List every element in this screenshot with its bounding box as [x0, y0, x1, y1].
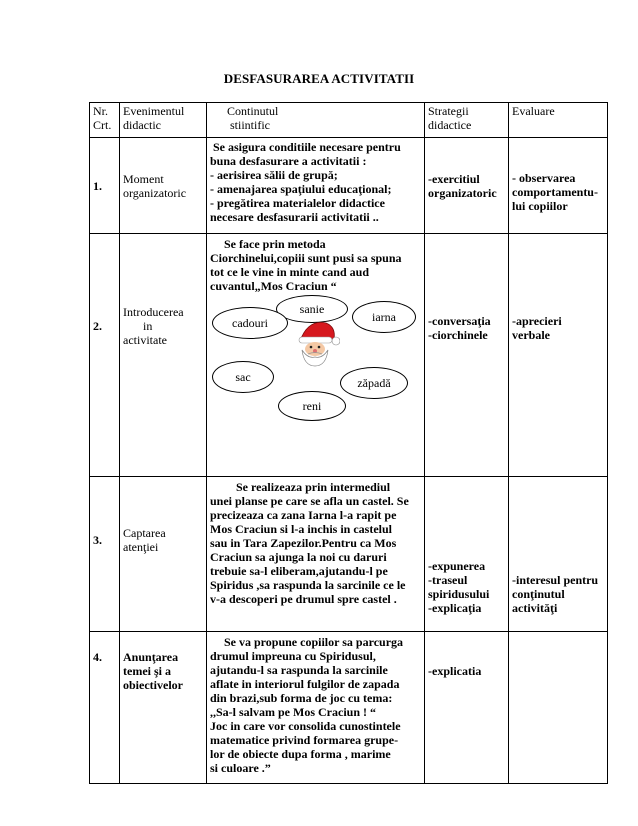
row-number: 3. [90, 477, 120, 632]
continut-line: drumul impreuna cu Spiridusul, [210, 649, 376, 663]
continut-line: Se va propune copiilor sa parcurga [224, 635, 404, 649]
strategii-line: -conversaţia [428, 313, 491, 328]
header-eveniment [120, 103, 207, 138]
row-number: 4. [90, 632, 120, 784]
eveniment-line: atenţiei [123, 539, 159, 554]
row-continut [207, 477, 425, 632]
continut-line: - amenajarea spaţiului educaţional; [210, 182, 392, 196]
row-evaluare [509, 632, 608, 784]
evaluare-line: comportamentu- [512, 185, 598, 199]
evaluare-line: activităţi [512, 601, 558, 615]
header-nr-line: Nr. [93, 104, 108, 118]
header-nr [90, 103, 120, 138]
evaluare-line: conţinutul [512, 587, 565, 601]
continut-line: ,,Sa-l salvam pe Mos Craciun ! “ [210, 705, 376, 719]
row-evaluare [509, 477, 608, 632]
header-nr-line: Crt. [93, 118, 112, 132]
strategii-line: spiridusului [428, 587, 490, 601]
evaluare-line: - observarea [512, 171, 576, 185]
row-evaluare [509, 138, 608, 234]
continut-line: aflate in interiorul fulgilor de zapada [210, 677, 400, 691]
header-evaluare [509, 103, 608, 138]
row-continut [207, 632, 425, 784]
table-row [90, 234, 608, 477]
header-strategii-line: didactice [428, 118, 472, 132]
continut-line: - pregătirea materialelor didactice [210, 196, 385, 210]
ciorchine-diagram [210, 295, 416, 475]
row-evaluare [509, 234, 608, 477]
strategii-line: -explicatia [428, 664, 482, 678]
evaluare-line: verbale [512, 327, 550, 342]
continut-line: Craciun sa ajunga la noi cu daruri [210, 550, 387, 564]
continut-line: cuvantul„Mos Craciun “ [210, 279, 337, 293]
strategii-line: -expunerea [428, 559, 486, 573]
row-eveniment [120, 632, 207, 784]
word-oval-sanie: sanie [276, 295, 348, 323]
word-oval-zapada: zăpadă [340, 367, 408, 399]
eveniment-line: activitate [123, 332, 167, 347]
document-title: DESFASURAREA ACTIVITATII [223, 71, 415, 86]
header-strategii-line: Strategii [428, 104, 469, 118]
row-strategii [425, 477, 509, 632]
header-eveniment-line: Evenimentul [123, 104, 185, 118]
row-eveniment [120, 234, 207, 477]
continut-line: Se asigura conditiile necesare pentru [213, 140, 401, 154]
eveniment-line: Introducerea [123, 304, 184, 319]
continut-line: lor de obiecte dupa forma , marime [210, 747, 391, 761]
table-row [90, 632, 608, 784]
continut-line: si culoare .” [210, 761, 271, 775]
eveniment-line: temei şi a [123, 664, 171, 678]
table-row [90, 138, 608, 234]
row-strategii [425, 632, 509, 784]
strategii-line: -traseul [428, 573, 468, 587]
header-eveniment-line: didactic [123, 118, 161, 132]
header-continut [207, 103, 425, 138]
continut-line: v-a descoperi pe drumul spre castel . [210, 592, 397, 606]
strategii-line: -ciorchinele [428, 327, 488, 342]
header-strategii [425, 103, 509, 138]
word-oval-cadouri: cadouri [212, 307, 288, 339]
header-evaluare-line: Evaluare [512, 104, 555, 118]
santa-claus-icon [294, 317, 340, 367]
continut-line: ajutandu-l sa raspunda la sarcinile [210, 663, 388, 677]
row-eveniment [120, 138, 207, 234]
eveniment-line: Moment [123, 171, 164, 186]
continut-line: sau in Tara Zapezilor.Pentru ca Mos [210, 536, 397, 550]
continut-line: Se realizeaza prin intermediul [236, 480, 391, 494]
strategii-line: organizatoric [428, 185, 497, 200]
continut-line: matematice privind formarea grupe- [210, 733, 399, 747]
row-strategii [425, 234, 509, 477]
strategii-line: -explicaţia [428, 601, 482, 615]
continut-line: trebuie sa-l eliberam,ajutandu-l pe [210, 564, 388, 578]
activity-table [89, 102, 608, 784]
continut-line: - aerisirea sălii de grupă; [210, 168, 338, 182]
row-continut [207, 138, 425, 234]
continut-line: Se face prin metoda [224, 237, 326, 251]
row-continut [207, 234, 425, 477]
row-number: 1. [90, 138, 120, 234]
row-strategii [425, 138, 509, 234]
continut-line: Ciorchinelui,copiii sunt pusi sa spuna [210, 251, 402, 265]
header-continut-line: Continutul [227, 104, 279, 118]
eveniment-line: organizatoric [123, 185, 187, 200]
continut-line: din brazi,sub forma de joc cu tema: [210, 691, 393, 705]
row-eveniment [120, 477, 207, 632]
eveniment-line: in [143, 318, 153, 333]
continut-line: Joc in care vor consolida cunostintele [210, 719, 401, 733]
eveniment-line: Anunţarea [123, 650, 179, 664]
strategii-line: -exercitiul [428, 171, 480, 186]
row-number: 2. [90, 234, 120, 477]
word-oval-iarna: iarna [352, 301, 416, 333]
table-row [90, 477, 608, 632]
table-header-row [90, 103, 608, 138]
word-oval-reni: reni [278, 391, 346, 421]
continut-line: Mos Craciun si l-a inchis in castelul [210, 522, 393, 536]
word-oval-sac: sac [212, 361, 274, 393]
continut-line: Spiridus ,sa raspunda la sarcinile ce le [210, 578, 406, 592]
evaluare-line: lui copiilor [512, 199, 568, 213]
continut-line: buna desfasurare a activitatii : [210, 154, 367, 168]
eveniment-line: Captarea [123, 525, 166, 540]
continut-line: unei planse pe care se afla un castel. Se [210, 494, 409, 508]
evaluare-line: -interesul pentru [512, 573, 599, 587]
continut-line: tot ce le vine in minte cand aud [210, 265, 369, 279]
header-continut-line: stiintific [230, 118, 270, 132]
continut-line: necesare desfasurarii activitatii .. [210, 210, 379, 224]
evaluare-line: -aprecieri [512, 313, 562, 328]
continut-line: precizeaza ca zana Iarna l-a rapit pe [210, 508, 397, 522]
eveniment-line: obiectivelor [123, 678, 183, 692]
